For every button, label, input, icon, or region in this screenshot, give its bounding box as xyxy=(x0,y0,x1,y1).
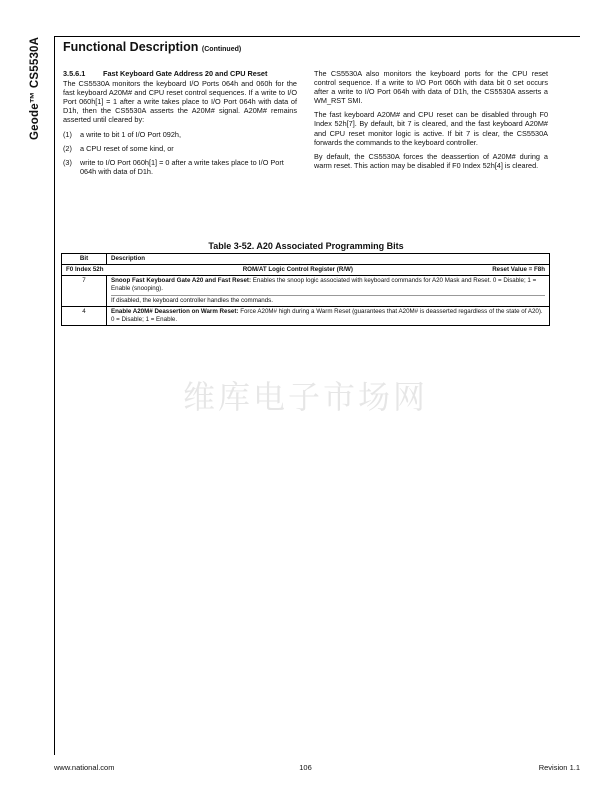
register-cell xyxy=(62,265,550,276)
list-item xyxy=(63,158,297,176)
list-item-text: write to I/O Port 060h[1] = 0 after a write takes place to I/O Port 064h with data of D1h. xyxy=(80,157,284,176)
right-column xyxy=(314,69,548,175)
table-title: Table 3-52. A20 Associated Programming Bits xyxy=(208,241,404,251)
subsection-heading xyxy=(63,69,297,78)
table-row xyxy=(62,276,550,307)
footer-revision: Revision 1.1 xyxy=(538,763,580,772)
section-title-text: Functional Description xyxy=(63,40,199,54)
side-product-title: Geode™ CS5530A xyxy=(29,36,41,140)
section-continued-label: (Continued) xyxy=(201,46,242,53)
right-paragraph: The fast keyboard A20M# and CPU reset can be disabled through F0 Index 52h[7]. By default, bit 7 is cleared, and the fast keyboard A20M# and CPU reset monitor logic is active. If bit 7 is clear, the CS5530A forwards the commands to the keyboard controller. xyxy=(314,110,548,147)
footer-website: www.national.com xyxy=(54,763,115,772)
table-header-row xyxy=(62,254,550,265)
section-title xyxy=(63,40,241,54)
list-item-text: a CPU reset of some kind, or xyxy=(80,143,174,153)
header-description: Description xyxy=(107,254,550,265)
register-row xyxy=(62,265,550,276)
list-item xyxy=(63,144,297,153)
register-index: F0 Index 52h xyxy=(66,266,104,273)
right-paragraph: By default, the CS5530A forces the deassertion of A20M# during a warm reset. This action may be disabled if F0 Index 52h[4] is cleared. xyxy=(314,151,548,170)
left-column xyxy=(63,69,297,181)
programming-bits-table xyxy=(61,253,550,326)
register-name: ROM/AT Logic Control Register (R/W) xyxy=(242,266,353,273)
subsection-title: Fast Keyboard Gate Address 20 and CPU Reset xyxy=(103,69,268,78)
bit-description: Force A20M# high during a Warm Reset (guarantees that A20M# is deasserted regardless of the state of A20). 0 = Disable; 1 = Enable. xyxy=(111,308,543,323)
bit-cell: 4 xyxy=(62,307,107,326)
footer-page-number: 106 xyxy=(299,763,312,772)
header-bit: Bit xyxy=(62,254,107,265)
description-cell xyxy=(107,276,550,307)
bit-name: Enable A20M# Deassertion on Warm Reset: xyxy=(111,308,239,315)
register-reset-value: Reset Value = F8h xyxy=(492,266,545,273)
list-item-marker: (1) xyxy=(63,129,72,139)
table-row xyxy=(62,307,550,326)
bit-name: Snoop Fast Keyboard Gate A20 and Fast Reset: xyxy=(111,277,252,284)
subsection-number: 3.5.6.1 xyxy=(63,69,86,78)
list-item-marker: (3) xyxy=(63,157,72,167)
left-paragraph: The CS5530A monitors the keyboard I/O Ports 064h and 060h for the fast keyboard A20M# and CPU reset control sequences. If a write to I/O Port 060h[1] = 1 after a write takes place to I/O Port 064h with data of D1h, then the CS5530A asserts the A20M# signal. A20M# remains asserted until cleared by: xyxy=(63,79,297,125)
bit-note: If disabled, the keyboard controller handles the commands. xyxy=(111,295,545,305)
list-item xyxy=(63,130,297,139)
bit-cell: 7 xyxy=(62,276,107,307)
list-item-marker: (2) xyxy=(63,143,72,153)
list-item-text: a write to bit 1 of I/O Port 092h, xyxy=(80,129,181,139)
description-cell xyxy=(107,307,550,326)
watermark: 维库电子市场网 xyxy=(182,378,428,416)
bit-description: Enables the snoop logic associated with keyboard commands for A20 Mask and Reset. 0 = Disable; 1 = Enable (snooping). xyxy=(111,277,537,292)
right-paragraph: The CS5530A also monitors the keyboard ports for the CPU reset control sequence. If a write to I/O Port 060h with data bit 0 set occurs after a write to I/O Port 064h with data of D1h, the CS5530A asserts a WM_RST SMI. xyxy=(314,69,548,106)
